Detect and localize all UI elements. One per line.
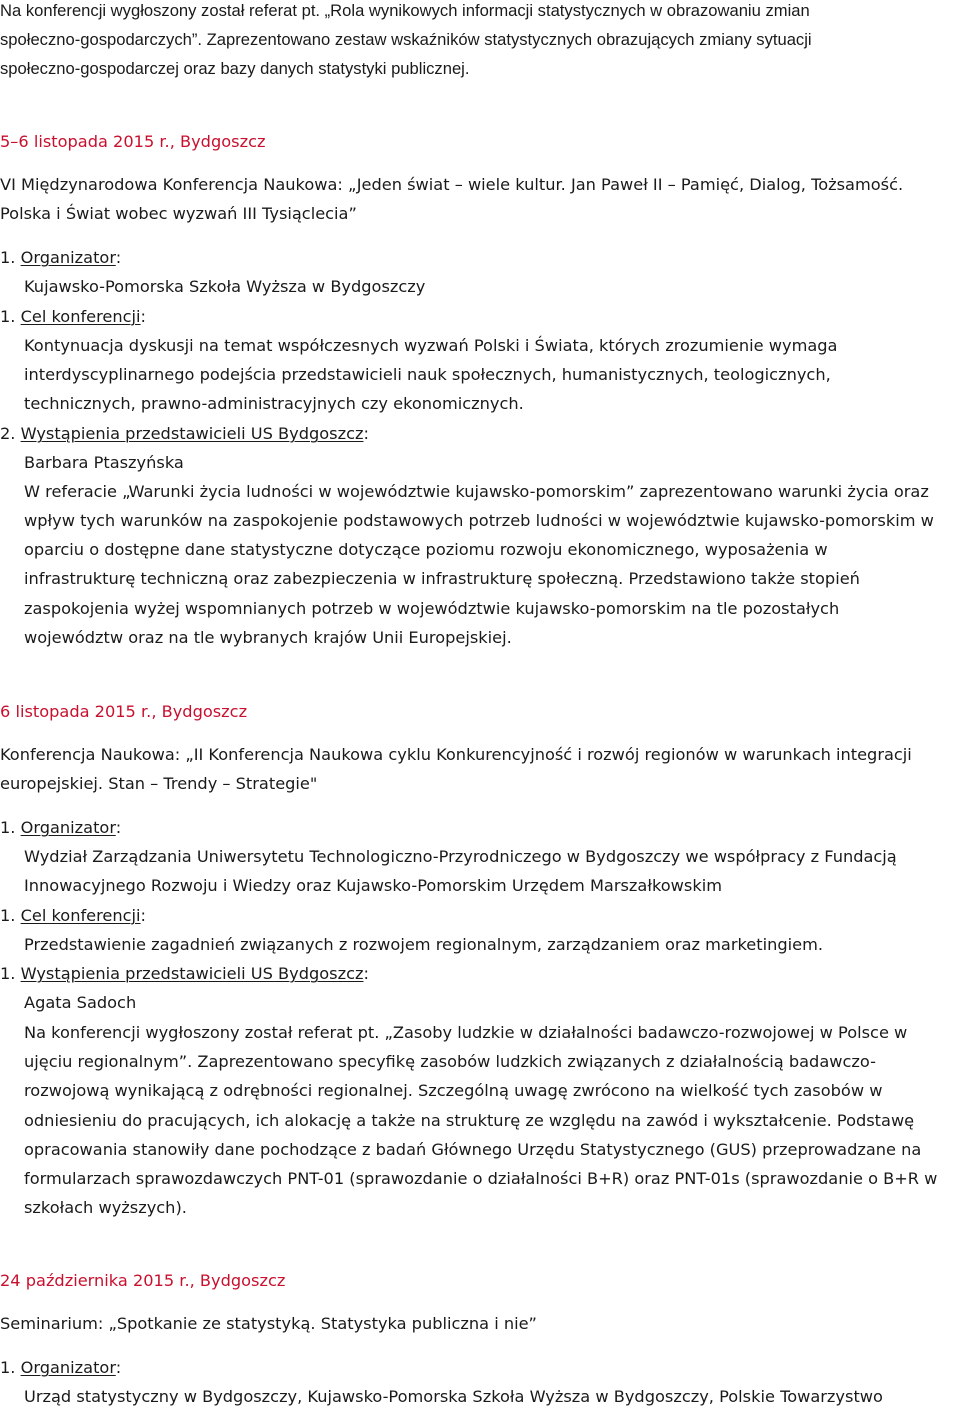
event2-goal-heading xyxy=(0,901,146,930)
colon: : xyxy=(363,424,369,443)
event2-talk-line-6: formularzach sprawozdawczych PNT-01 (sprawozdanie o działalności B+R) oraz PNT-01s (sprawozdanie o B+R w xyxy=(24,1169,938,1188)
event2-date: 6 listopada 2015 r., Bydgoszcz xyxy=(0,702,248,721)
list-number: 1. xyxy=(0,307,16,326)
event1-talk-line-3: oparciu o dostępne dane statystyczne dotyczące poziomu rozwoju ekonomicznego, wyposażenia w xyxy=(24,540,828,559)
event2-talk-line-2: ujęciu regionalnym”. Zaprezentowano specyfikę zasobów ludzkich związanych z działalnością badawczo- xyxy=(24,1052,876,1071)
organizer-label: Organizator xyxy=(20,1358,116,1377)
event2-title-line-1: Konferencja Naukowa: „II Konferencja Naukowa cyklu Konkurencyjność i rozwój regionów w warunkach integracji xyxy=(0,745,912,764)
talks-label: Wystąpienia przedstawicieli US Bydgoszcz xyxy=(20,424,364,443)
event2-goal: Przedstawienie zagadnień związanych z rozwojem regionalnym, zarządzaniem oraz marketingiem. xyxy=(24,935,823,954)
colon: : xyxy=(115,248,122,267)
colon: : xyxy=(363,964,369,983)
colon: : xyxy=(140,307,147,326)
event2-talk-line-7: szkołach wyższych). xyxy=(24,1198,187,1217)
event1-talk-line-4: infrastrukturę techniczną oraz zabezpieczenia w infrastrukturę społeczną. Przedstawiono także stopień xyxy=(24,569,860,588)
event2-talk-line-5: opracowania stanowiły dane pochodzące z badań Głównego Urzędu Statystycznego (GUS) przeprowadzane na xyxy=(24,1140,922,1159)
event1-organizer-heading xyxy=(0,243,121,272)
event1-goal-line-1: Kontynuacja dyskusji na temat współczesnych wyzwań Polski i Świata, których zrozumienie wymaga xyxy=(24,336,838,355)
event3-date: 24 października 2015 r., Bydgoszcz xyxy=(0,1271,286,1290)
event2-talks-heading xyxy=(0,959,369,988)
goal-label: Cel konferencji xyxy=(20,307,141,326)
list-number: 1. xyxy=(0,248,16,267)
event1-goal-heading xyxy=(0,302,146,331)
event1-title-line-1: VI Międzynarodowa Konferencja Naukowa: „Jeden świat – wiele kultur. Jan Paweł II – Pamięć, Dialog, Tożsamość. xyxy=(0,175,904,194)
list-number: 2. xyxy=(0,424,16,443)
list-number: 1. xyxy=(0,964,16,983)
talks-label: Wystąpienia przedstawicieli US Bydgoszcz xyxy=(20,964,364,983)
event1-talk-line-2: wpływ tych warunków na zaspokojenie podstawowych potrzeb ludności w województwie kujawsko-pomorskim w xyxy=(24,511,934,530)
event1-talks-heading xyxy=(0,419,369,448)
event1-talk-line-1: W referacie „Warunki życia ludności w województwie kujawsko-pomorskim” zaprezentowano warunki życia oraz xyxy=(24,482,929,501)
event3-title: Seminarium: „Spotkanie ze statystyką. Statystyka publiczna i nie” xyxy=(0,1314,537,1333)
organizer-label: Organizator xyxy=(20,248,116,267)
event1-goal-line-2: interdyscyplinarnego podejścia przedstawicieli nauk społecznych, humanistycznych, teologicznych, xyxy=(24,365,831,384)
list-number: 1. xyxy=(0,818,16,837)
event2-organizer-heading xyxy=(0,813,121,842)
event1-organizer: Kujawsko-Pomorska Szkoła Wyższa w Bydgoszczy xyxy=(24,277,426,296)
event2-speaker: Agata Sadoch xyxy=(24,993,137,1012)
goal-label: Cel konferencji xyxy=(20,906,141,925)
colon: : xyxy=(115,1358,122,1377)
event2-talk-line-1: Na konferencji wygłoszony został referat pt. „Zasoby ludzkie w działalności badawczo-rozwojowej w Polsce w xyxy=(24,1023,908,1042)
list-number: 1. xyxy=(0,906,16,925)
organizer-label: Organizator xyxy=(20,818,116,837)
colon: : xyxy=(140,906,147,925)
event1-date: 5–6 listopada 2015 r., Bydgoszcz xyxy=(0,132,266,151)
event1-goal-line-3: technicznych, prawno-administracyjnych czy ekonomicznych. xyxy=(24,394,524,413)
event2-organizer-line-2: Innowacyjnego Rozwoju i Wiedzy oraz Kujawsko-Pomorskim Urzędem Marszałkowskim xyxy=(24,876,722,895)
intro-line-2: społeczno-gospodarczych”. Zaprezentowano zestaw wskaźników statystycznych obrazujących zmiany sytuacji xyxy=(0,30,812,49)
intro-line-1: Na konferencji wygłoszony został referat pt. „Rola wynikowych informacji statystycznych w obrazowaniu zmian xyxy=(0,1,810,20)
intro-line-3: społeczno-gospodarczej oraz bazy danych statystyki publicznej. xyxy=(0,59,470,78)
list-number: 1. xyxy=(0,1358,16,1377)
event1-talk-line-6: województw oraz na tle wybranych krajów Unii Europejskiej. xyxy=(24,628,512,647)
event2-organizer-line-1: Wydział Zarządzania Uniwersytetu Technologiczno-Przyrodniczego w Bydgoszczy we współpracy z Fundacją xyxy=(24,847,897,866)
event1-talk-line-5: zaspokojenia wyżej wspomnianych potrzeb w województwie kujawsko-pomorskim na tle pozostałych xyxy=(24,599,840,618)
event1-speaker: Barbara Ptaszyńska xyxy=(24,453,184,472)
event2-title-line-2: europejskiej. Stan – Trendy – Strategie" xyxy=(0,774,318,793)
event2-talk-line-4: odniesieniu do pracujących, ich alokację a także na strukturę ze względu na zawód i wykształcenie. Podstawę xyxy=(24,1111,915,1130)
event3-organizer-heading xyxy=(0,1353,121,1382)
colon: : xyxy=(115,818,122,837)
event2-talk-line-3: rozwojową wynikającą z odrębności regionalnej. Szczególną uwagę zwrócono na wielkość tych zasobów w xyxy=(24,1081,883,1100)
event3-organizer: Urząd statystyczny w Bydgoszczy, Kujawsko-Pomorska Szkoła Wyższa w Bydgoszczy, Polskie Towarzystwo xyxy=(24,1387,883,1406)
event1-title-line-2: Polska i Świat wobec wyzwań III Tysiąclecia” xyxy=(0,204,357,223)
